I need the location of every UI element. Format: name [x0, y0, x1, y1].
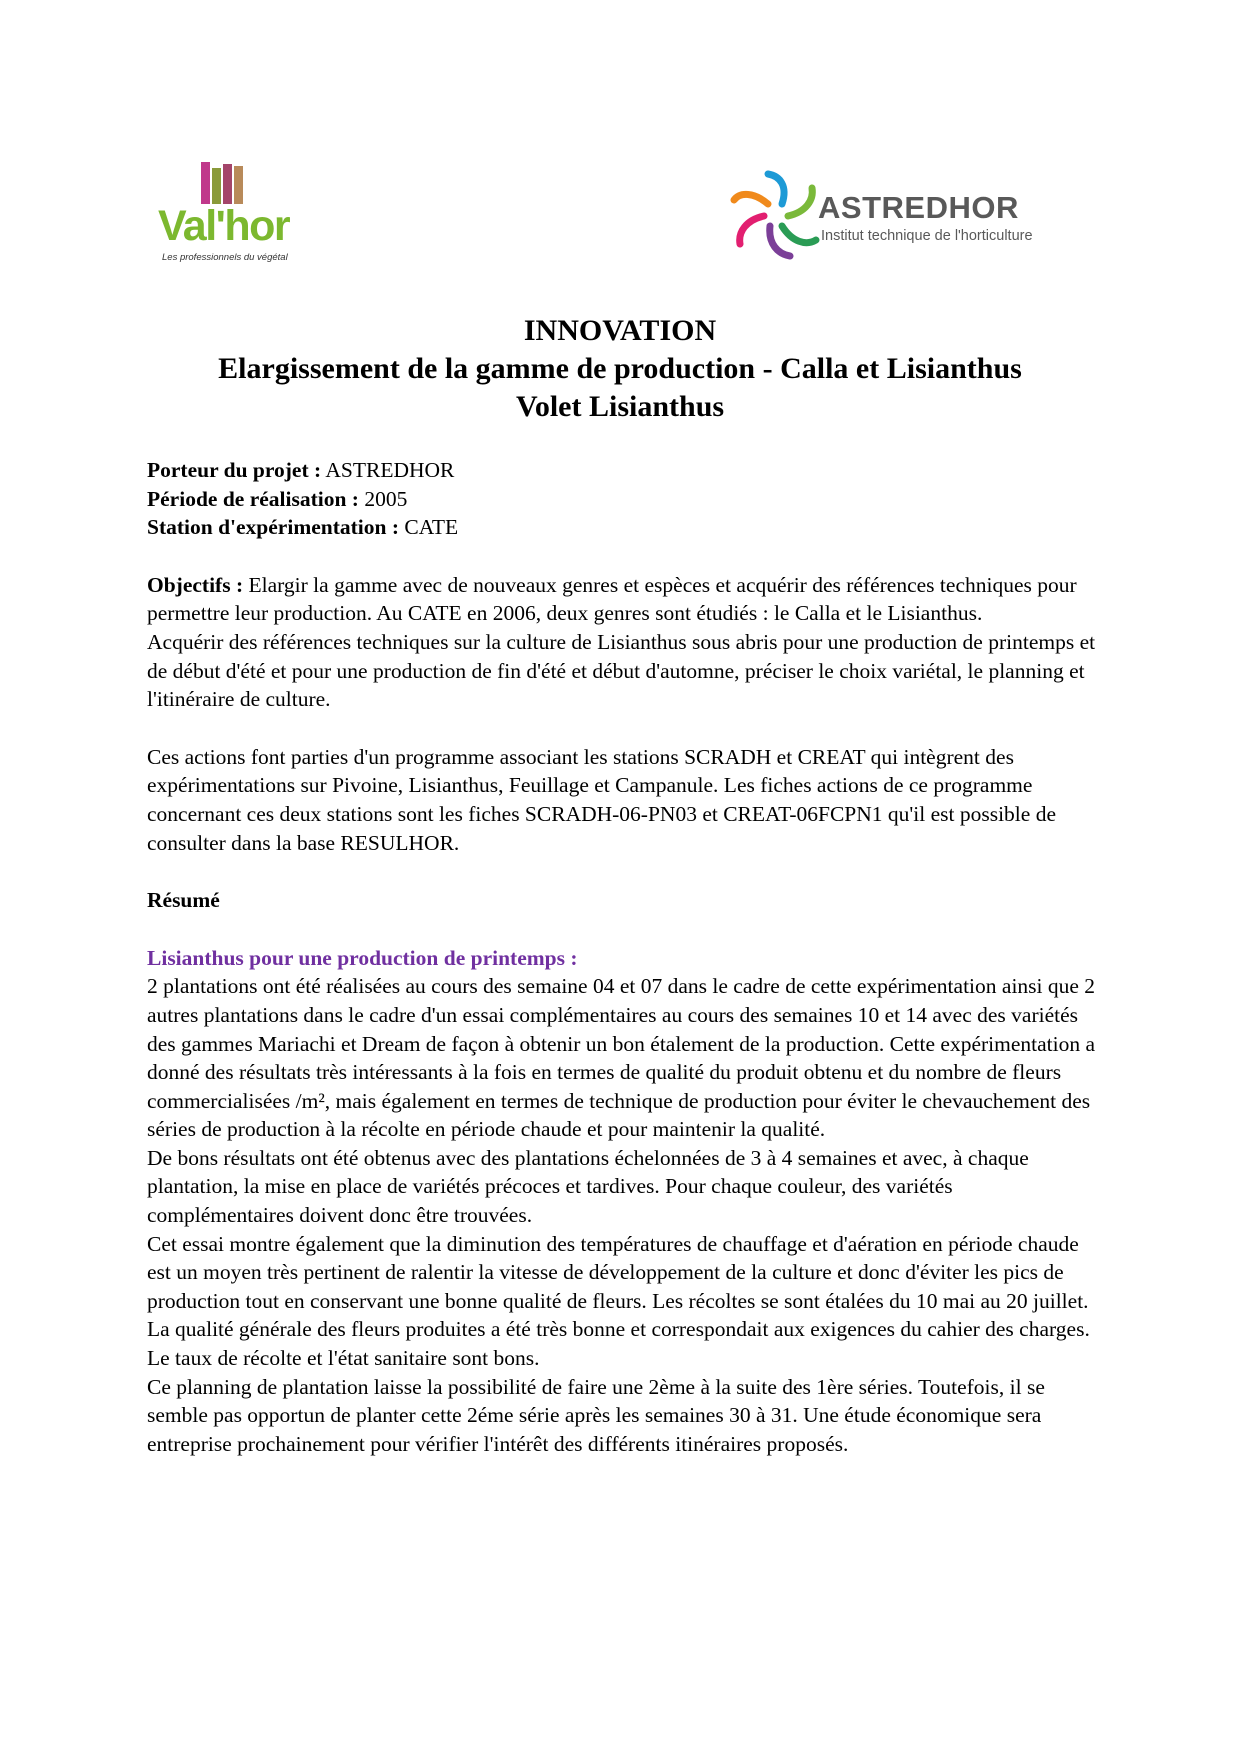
title-line-1: INNOVATION [523, 314, 717, 347]
station-value: CATE [399, 515, 459, 540]
title-line-2: Elargissement de la gamme de production - Calla et Lisianthus [218, 352, 1022, 385]
station-line [147, 513, 1099, 542]
title-line-3: Volet Lisianthus [515, 390, 725, 423]
astredhor-tagline: Institut technique de l'horticulture [821, 228, 1033, 244]
objectifs-text: Elargir la gamme avec de nouveaux genres et espèces et acquérir des références techniques pour permettre leur production. Au CATE en 2006, deux genres sont étudiés : le Calla et le Lisianthus. [147, 572, 1077, 626]
astredhor-wordmark: ASTREDHOR [818, 190, 1019, 225]
objectifs-label: Objectifs : [147, 572, 244, 597]
resume-paragraph-3: Cet essai montre également que la diminution des températures de chauffage et d'aération en période chaude est un moyen très pertinent de ralentir la vitesse de développement de la culture et donc d'éviter les pics de production tout en conservant une bonne qualité de fleurs. Les récoltes se sont étalées du 10 mai au 20 juillet. La qualité générale des fleurs produites a été très bonne et correspondait aux exigences du cahier des charges. Le taux de récolte et l'état sanitaire sont bons. [147, 1231, 1090, 1371]
valhor-wordmark: Val'hor [158, 202, 290, 250]
objectifs-paragraph-2: Acquérir des références techniques sur la culture de Lisianthus sous abris pour une production de printemps et de début d'été et pour une production de fin d'été et début d'automne, préciser le choix variétal, le planning et l'itinéraire de culture. [147, 629, 1096, 712]
objectifs-paragraph [147, 571, 1099, 628]
resume-heading: Résumé [147, 888, 220, 913]
periode-value: 2005 [358, 486, 408, 511]
periode-label: Période de réalisation : [147, 486, 359, 511]
periode-line [147, 485, 1099, 514]
resume-paragraph-4: Ce planning de plantation laisse la possibilité de faire une 2ème à la suite des 1ère séries. Toutefois, il se semble pas opportun de planter cette 2éme série après les semaines 30 à 31. Une étude économique sera entreprise prochainement pour vérifier l'intérêt des différents itinéraires proposés. [147, 1374, 1045, 1456]
resume-paragraph-2: De bons résultats ont été obtenus avec des plantations échelonnées de 3 à 4 semaines et avec, à chaque plantation, la mise en place de variétés précoces et tardives. Pour chaque couleur, des variétés complémentaires doivent donc être trouvées. [147, 1145, 1029, 1228]
porteur-value: ASTREDHOR [321, 458, 455, 482]
astredhor-logo [730, 168, 1070, 258]
station-label: Station d'expérimentation : [147, 515, 400, 540]
resume-paragraph-1: 2 plantations ont été réalisées au cours des semaine 04 et 07 dans le cadre de cette expérimentation ainsi que 2 autres plantations dans le cadre d'un essai complémentaires au cours des semaines 10 et 14 avec des variétés des gammes Mariachi et Dream de façon à obtenir un bon étalement de la production. Cette expérimentation a donné des résultats très intéressants à la fois en termes de qualité du produit obtenu et du nombre de fleurs commercialisées /m², mais également en termes de technique de production pour éviter le chevauchement des séries de production à la récolte en période chaude et pour maintenir la qualité. [147, 974, 1096, 1142]
valhor-logo [158, 158, 298, 268]
porteur-line [147, 456, 1099, 485]
document-title [140, 312, 1100, 426]
valhor-bars-icon [201, 162, 243, 204]
document-body [147, 456, 1099, 1458]
porteur-label: Porteur du projet : [147, 458, 322, 482]
resume-subheading: Lisianthus pour une production de printemps : [147, 945, 578, 970]
programme-paragraph: Ces actions font parties d'un programme associant les stations SCRADH et CREAT qui intègrent des expérimentations sur Pivoine, Lisianthus, Feuillage et Campanule. Les fiches actions de ce programme concernant ces deux stations sont les fiches SCRADH-06-PN03 et CREAT-06FCPN1 qu'il est possible de consulter dans la base RESULHOR. [147, 744, 1056, 855]
valhor-tagline: Les professionnels du végétal [162, 252, 288, 263]
astredhor-flower-icon [730, 168, 822, 260]
